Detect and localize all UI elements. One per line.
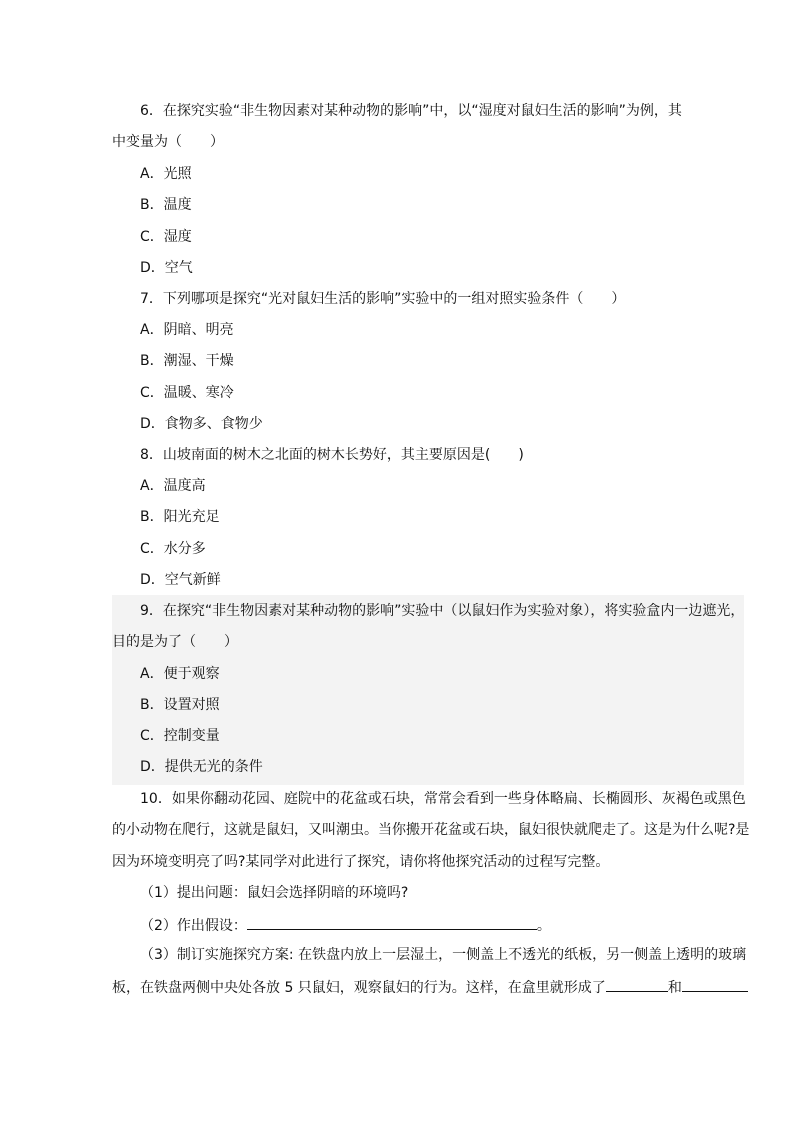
hypothesis-blank[interactable]	[247, 914, 537, 930]
q9-option-b: B．设置对照	[140, 697, 220, 713]
q9-option-a: A．便于观察	[140, 666, 220, 682]
condition-blank-2[interactable]	[682, 976, 748, 992]
q7-option-a: A．阴暗、明亮	[140, 322, 234, 338]
q8-option-b: B．阳光充足	[140, 509, 220, 525]
q8-option-a: A．温度高	[140, 478, 206, 494]
q9-option-c: C．控制变量	[140, 728, 220, 744]
q9-option-d: D．提供无光的条件	[140, 759, 263, 775]
q9-stem-line2: 目的是为了（ ）	[112, 634, 238, 650]
q10-sub3-line2-and: 和	[667, 980, 682, 996]
q6-option-a: A．光照	[140, 166, 192, 182]
q10-sub2-suffix: 。	[536, 918, 551, 934]
q10-sub1: （1）提出问题：鼠妇会选择阴暗的环境吗?	[140, 885, 409, 901]
q9-stem-line1: 9．在探究“非生物因素对某种动物的影响”实验中（以鼠妇作为实验对象），将实验盒内一边遮光，	[140, 603, 745, 619]
q10-sub2-prefix: （2）作出假设：	[140, 918, 247, 934]
q8-option-c: C．水分多	[140, 541, 206, 557]
condition-blank-1[interactable]	[606, 976, 668, 992]
q7-option-c: C．温暖、寒冷	[140, 385, 234, 401]
q10-stem-line3: 因为环境变明亮了吗?某同学对此进行了探究，请你将他探究活动的过程写完整。	[112, 854, 610, 870]
q7-option-d: D．食物多、食物少	[140, 416, 263, 432]
q10-sub3-line1: （3）制订实施探究方案: 在铁盘内放上一层湿土，一侧盖上不透光的纸板，另一侧盖上透明的玻璃	[140, 947, 747, 963]
q10-sub3-line2	[112, 976, 748, 996]
q7-option-b: B．潮湿、干燥	[140, 353, 234, 369]
q6-option-d: D．空气	[140, 260, 193, 276]
q8-stem-line1: 8．山坡南面的树木之北面的树木长势好，其主要原因是( )	[140, 447, 524, 463]
q6-stem-line1: 6．在探究实验“非生物因素对某种动物的影响”中，以“湿度对鼠妇生活的影响”为例，其	[140, 103, 682, 119]
q10-sub3-line2-prefix: 板，在铁盘两侧中央处各放 5 只鼠妇，观察鼠妇的行为。这样，在盒里就形成了	[112, 980, 606, 996]
q6-option-c: C．湿度	[140, 229, 192, 245]
q10-stem-line2: 的小动物在爬行，这就是鼠妇，又叫潮虫。当你搬开花盆或石块，鼠妇很快就爬走了。这是为什么呢?是	[112, 822, 750, 838]
q7-stem-line1: 7．下列哪项是探究“光对鼠妇生活的影响”实验中的一组对照实验条件（ ）	[140, 291, 626, 307]
q10-sub2	[140, 914, 551, 934]
q6-stem-line2: 中变量为（ ）	[112, 134, 224, 150]
q6-option-b: B．温度	[140, 197, 192, 213]
q8-option-d: D．空气新鲜	[140, 572, 221, 588]
q10-stem-line1: 10．如果你翻动花园、庭院中的花盆或石块，常常会看到一些身体略扁、长椭圆形、灰褐色或黑色	[140, 791, 746, 807]
